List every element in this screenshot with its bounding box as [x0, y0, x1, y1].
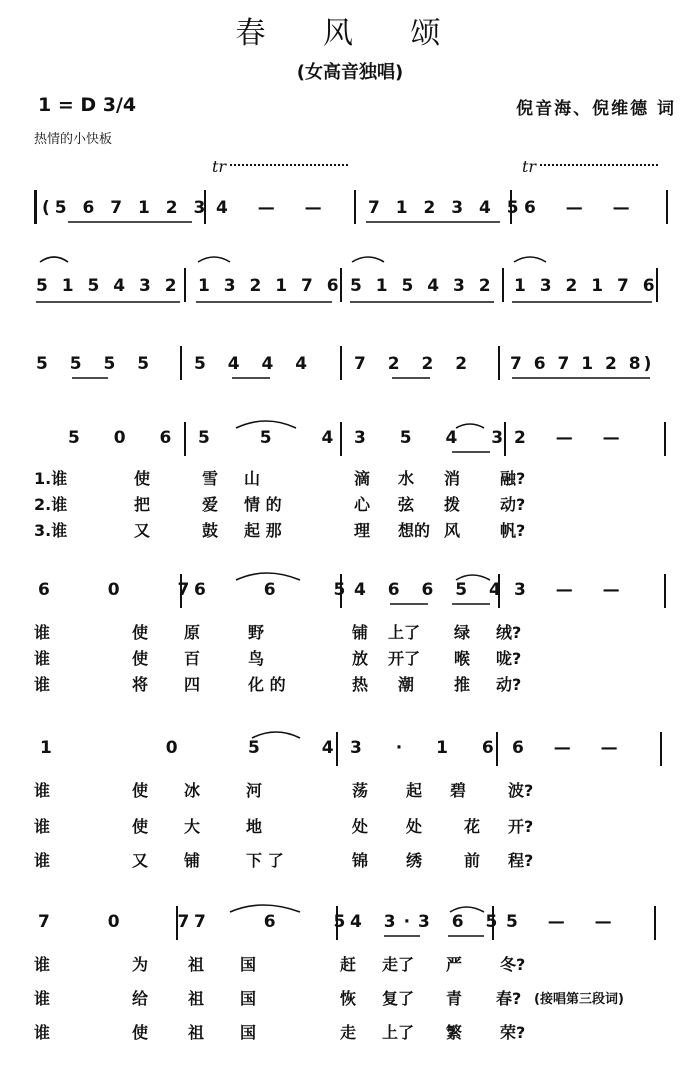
score-row-melody-3: [34, 732, 670, 768]
barline: [340, 422, 342, 456]
lyric-line: 谁 使 原 野 铺 上了 绿 绒?: [34, 623, 522, 642]
score-row-intro-1: [34, 190, 670, 226]
measure: 1 0: [40, 738, 232, 758]
measure: 1 3 2 1 7 6: [198, 276, 343, 296]
barline: [498, 346, 500, 380]
barline: [660, 732, 662, 766]
lyric-line: 谁 将 四 化 的 热 潮 推 动?: [34, 675, 522, 694]
slur: [40, 257, 68, 262]
barline: [664, 574, 666, 608]
barline: [340, 346, 342, 380]
measure: 5 4 4 4: [194, 354, 316, 374]
barline: [492, 906, 494, 940]
measure: 6 6 5: [194, 580, 372, 600]
barline: [204, 190, 206, 224]
measure: 7 0 7: [38, 912, 216, 932]
score-row-melody-1: [34, 422, 670, 458]
score-row-intro-3: [34, 346, 670, 382]
slur: [352, 257, 384, 262]
barline: [184, 422, 186, 456]
barline: [336, 906, 338, 940]
lyric-line: 谁 使 大 地 处 处 花 开?: [34, 817, 534, 836]
measure: 4 6 6 5 4: [354, 580, 509, 600]
measure: 7 6 5: [194, 912, 372, 932]
measure: 6 — —: [524, 198, 642, 218]
lyric-line: 2.谁 把 爱 情 的 心 弦 拨 动?: [34, 495, 526, 514]
measure: 7 6 7 1 2 8): [510, 354, 655, 374]
score-row-intro-2: [34, 268, 670, 304]
measure: 7 1 2 3 4 5: [368, 198, 524, 218]
song-title: 春 风 颂: [235, 16, 465, 51]
song-subtitle: (女高音独唱): [296, 62, 404, 83]
lyric-line: 谁 为 祖 国 赶 走了 严 冬?: [34, 955, 526, 974]
trill-mark: tr: [212, 157, 348, 176]
measure: 4 — —: [216, 198, 334, 218]
barline: [180, 574, 182, 608]
measure: 3 · 1 6: [350, 738, 508, 758]
measure: 7 2 2 2: [354, 354, 476, 374]
score-row-melody-4: [34, 906, 670, 942]
repeat-barline: [34, 190, 37, 224]
barline: [654, 906, 656, 940]
barline: [340, 574, 342, 608]
barline: [504, 422, 506, 456]
slur: [514, 257, 546, 262]
barline: [176, 906, 178, 940]
lyric-line: 谁 又 铺 下 了 锦 绣 前 程?: [34, 851, 534, 870]
measure: 5 4: [248, 738, 362, 758]
measure: 5 5 4: [198, 428, 356, 448]
tempo-marking: 热情的小快板: [34, 132, 113, 147]
measure: 3 — —: [514, 580, 632, 600]
repeat-instruction: (接唱第三段词): [534, 992, 624, 1007]
measure: (5 6 7 1 2 3: [42, 198, 211, 218]
score-row-melody-2: [34, 574, 670, 610]
barline: [498, 574, 500, 608]
measure: 5 — —: [506, 912, 624, 932]
barline: [340, 268, 342, 302]
measure: 6 0 7: [38, 580, 216, 600]
barline: [664, 422, 666, 456]
barline: [496, 732, 498, 766]
barline: [666, 190, 668, 224]
measure: 6 — —: [512, 738, 630, 758]
lyric-line: 谁 使 冰 河 荡 起 碧 波?: [34, 781, 534, 800]
slur: [198, 257, 230, 262]
barline: [510, 190, 512, 224]
trill-mark: tr: [522, 157, 658, 176]
barline: [502, 268, 504, 302]
barline: [184, 268, 186, 302]
measure: 5 1 5 4 3 2: [350, 276, 495, 296]
barline: [180, 346, 182, 380]
measure: 4 3·3 6 5: [350, 912, 506, 932]
lyric-line: 3.谁 又 鼓 起 那 理 想的 风 帆?: [34, 521, 526, 540]
key-signature: 1 = D 3/4: [38, 94, 137, 116]
lyric-line: 谁 使 祖 国 走 上了 繁 荣?: [34, 1023, 526, 1042]
lyric-line: 谁 使 百 鸟 放 开了 喉 咙?: [34, 649, 522, 668]
lyricist-credit: 倪音海、倪维德 词: [516, 99, 676, 119]
lyric-line: 1.谁 使 雪 山 滴 水 消 融?: [34, 469, 526, 488]
barline: [354, 190, 356, 224]
barline: [336, 732, 338, 766]
measure: 1 3 2 1 7 6: [514, 276, 659, 296]
measure: 5 1 5 4 3 2: [36, 276, 181, 296]
measure: 3 5 4 3: [354, 428, 518, 448]
measure: 2 — —: [514, 428, 632, 448]
measure: 5 0 6: [68, 428, 186, 448]
barline: [656, 268, 658, 302]
measure: 5 5 5 5: [36, 354, 158, 374]
lyric-line: 谁 给 祖 国 恢 复了 青 春? (接唱第三段词): [34, 989, 624, 1008]
